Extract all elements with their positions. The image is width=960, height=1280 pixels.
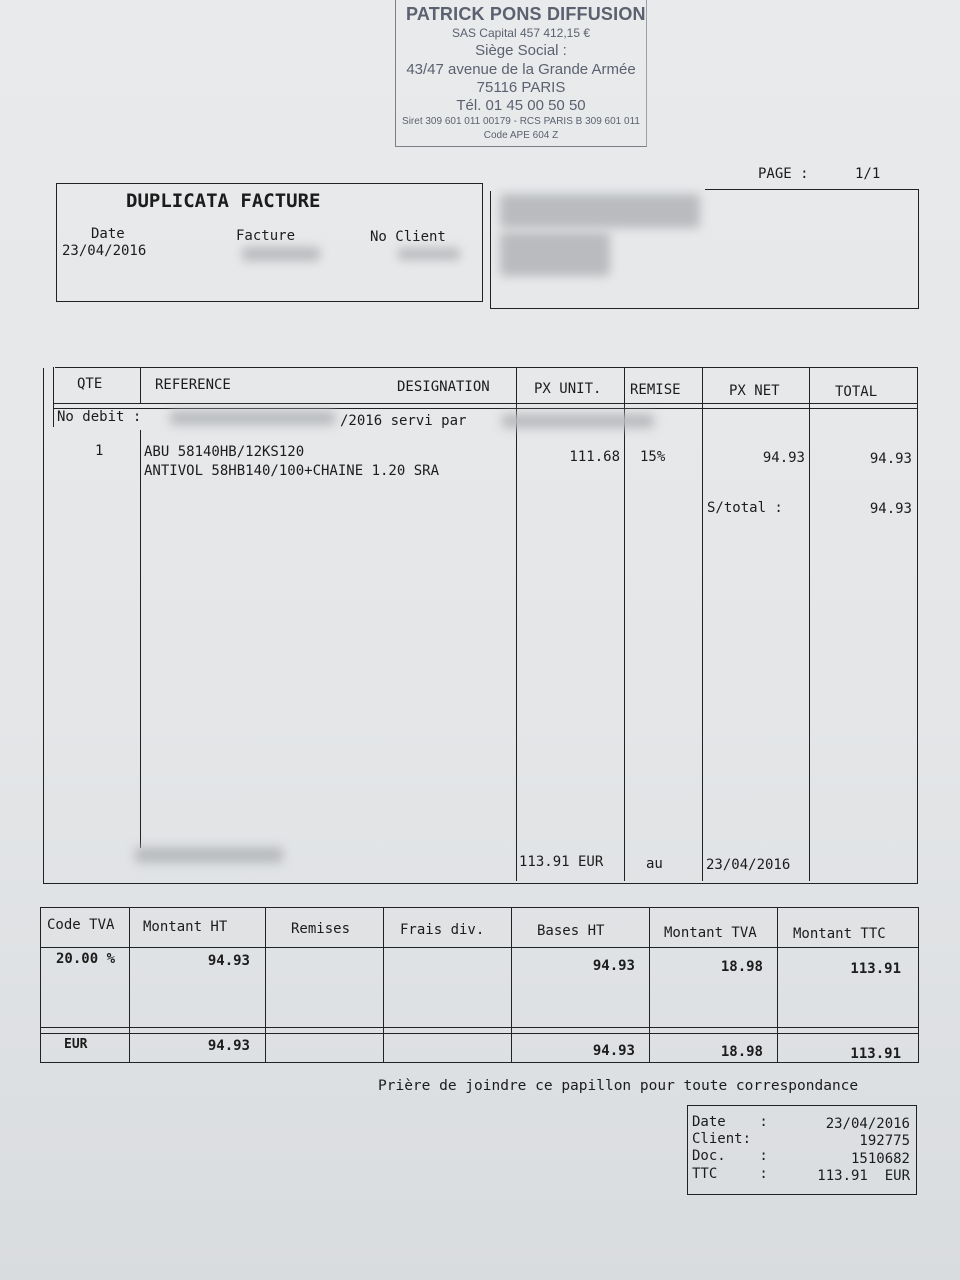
tva-head-montant-ht: Montant HT [143, 919, 228, 935]
redacted-invoice-number [242, 247, 320, 261]
col-total: TOTAL [835, 384, 878, 400]
invoice-title: DUPLICATA FACTURE [126, 190, 321, 212]
item-total: 94.93 [869, 451, 912, 467]
tva-total-montant-tva: 18.98 [720, 1044, 763, 1060]
stamp-siret: Siret 309 601 011 00179 - RCS PARIS B 309 601 011 [402, 116, 640, 127]
tva-row-montant-ttc: 113.91 [850, 961, 901, 977]
page-number: 1/1 [855, 166, 881, 182]
footer-amount: 113.91 EUR [519, 854, 604, 870]
tva-total-code: EUR [64, 1037, 88, 1052]
tva-head-code: Code TVA [47, 917, 115, 933]
tva-row-code: 20.00 % [56, 951, 116, 967]
footer-au: au [646, 856, 663, 872]
tva-head-remises: Remises [291, 921, 351, 937]
facture-label: Facture [236, 228, 296, 244]
stamp-address: 43/47 avenue de la Grande Armée [406, 61, 636, 78]
slip-ttc-value: 113.91 EUR [817, 1168, 910, 1184]
stamp-company-name: PATRICK PONS DIFFUSION [406, 4, 646, 24]
redacted-debit-number [170, 411, 335, 425]
date-label: Date [91, 226, 125, 242]
slip-ttc-label: TTC : [692, 1166, 768, 1182]
col-px-unit: PX UNIT. [534, 381, 602, 397]
slip-doc-value: 1510682 [850, 1151, 910, 1167]
item-qte: 1 [95, 443, 104, 459]
redacted-address-line2 [500, 232, 610, 276]
col-qte: QTE [77, 376, 103, 392]
slip-client-label: Client: [692, 1131, 752, 1147]
item-px-net: 94.93 [762, 450, 805, 466]
stamp-capital: SAS Capital 457 412,15 € [451, 26, 591, 40]
company-stamp [395, 0, 647, 147]
redacted-client-number [398, 248, 460, 260]
col-designation: DESIGNATION [397, 379, 490, 395]
col-remise: REMISE [630, 382, 681, 398]
slip-doc-label: Doc. : [692, 1148, 768, 1164]
tva-head-montant-ttc: Montant TTC [793, 926, 886, 942]
date-value: 23/04/2016 [62, 243, 147, 259]
slip-date-value: 23/04/2016 [825, 1116, 910, 1132]
item-reference: ABU 58140HB/12KS120 [144, 444, 305, 460]
tva-head-frais: Frais div. [400, 922, 485, 938]
subtotal-label: S/total : [707, 500, 783, 516]
redacted-servi-par [502, 414, 654, 428]
stamp-tel: Tél. 01 45 00 50 50 [456, 97, 586, 114]
col-px-net: PX NET [729, 383, 780, 399]
tva-total-montant-ttc: 113.91 [850, 1046, 901, 1062]
stamp-ape: Code APE 604 Z [483, 130, 559, 141]
tva-head-bases-ht: Bases HT [537, 923, 605, 939]
client-label: No Client [370, 229, 446, 245]
correspondence-note: Prière de joindre ce papillon pour toute correspondance [378, 1078, 859, 1094]
page-label: PAGE : [758, 166, 809, 182]
tva-total-bases-ht: 94.93 [592, 1043, 635, 1059]
slip-client-value: 192775 [859, 1133, 910, 1149]
col-reference: REFERENCE [155, 377, 231, 393]
subtotal-value: 94.93 [869, 501, 912, 517]
tva-head-montant-tva: Montant TVA [664, 925, 757, 941]
slip-date-label: Date : [692, 1114, 768, 1130]
stamp-city: 75116 PARIS [476, 79, 566, 96]
stamp-siege: Siège Social : [475, 42, 567, 59]
tva-total-montant-ht: 94.93 [207, 1038, 250, 1054]
footer-date: 23/04/2016 [706, 857, 791, 873]
item-px-unit: 111.68 [569, 449, 620, 465]
debit-prefix: No debit : [57, 409, 142, 425]
redacted-footer-text [135, 847, 283, 863]
item-designation: ANTIVOL 58HB140/100+CHAINE 1.20 SRA [144, 463, 440, 479]
tva-row-bases-ht: 94.93 [592, 958, 635, 974]
item-remise: 15% [640, 449, 666, 465]
debit-suffix: /2016 servi par [340, 413, 467, 429]
tva-row-montant-ht: 94.93 [207, 953, 250, 969]
redacted-address-line1 [500, 194, 700, 228]
tva-row-montant-tva: 18.98 [720, 959, 763, 975]
